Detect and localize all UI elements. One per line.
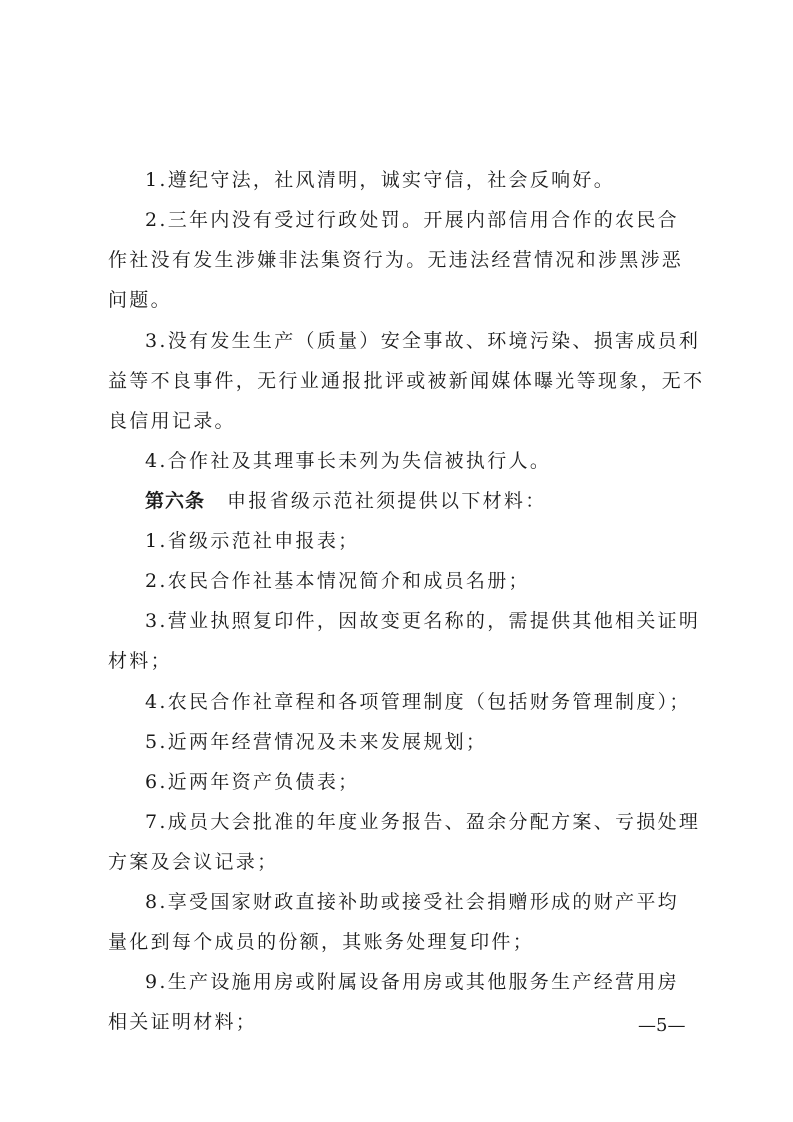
list-item: 8.享受国家财政直接补助或接受社会捐赠形成的财产平均 — [145, 891, 679, 913]
paragraph-line: 良信用记录。 — [108, 410, 236, 432]
list-item: 7.成员大会批准的年度业务报告、盈余分配方案、亏损处理 — [145, 811, 701, 833]
article-line — [145, 489, 725, 513]
list-item: 2.农民合作社基本情况简介和成员名册； — [145, 570, 530, 592]
paragraph-line: 益等不良事件，无行业通报批评或被新闻媒体曝光等现象，无不 — [108, 370, 705, 392]
list-item-continuation: 量化到每个成员的份额，其账务处理复印件； — [108, 931, 535, 953]
list-item: 9.生产设施用房或附属设备用房或其他服务生产经营用房 — [145, 971, 679, 993]
paragraph-line: 问题。 — [108, 289, 172, 311]
page-number: —5— — [638, 1015, 686, 1036]
list-item: 6.近两年资产负债表； — [145, 771, 360, 793]
paragraph-line: 1.遵纪守法，社风清明，诚实守信，社会反响好。 — [145, 169, 616, 191]
list-item-continuation: 方案及会议记录； — [108, 851, 279, 873]
article-text: 申报省级示范社须提供以下材料： — [227, 490, 547, 512]
paragraph-line: 3.没有发生生产（质量）安全事故、环境污染、损害成员利 — [145, 330, 701, 352]
list-item: 4.农民合作社章程和各项管理制度（包括财务管理制度）； — [145, 691, 691, 713]
list-item: 5.近两年经营情况及未来发展规划； — [145, 731, 488, 753]
list-item: 1.省级示范社申报表； — [145, 530, 360, 552]
paragraph-line: 作社没有发生涉嫌非法集资行为。无违法经营情况和涉黑涉恶 — [108, 249, 684, 271]
list-item: 3.营业执照复印件，因故变更名称的，需提供其他相关证明 — [145, 610, 701, 632]
article-heading: 第六条 — [145, 490, 206, 512]
paragraph-line: 4.合作社及其理事长未列为失信被执行人。 — [145, 450, 552, 472]
paragraph-line: 2.三年内没有受过行政处罚。开展内部信用合作的农民合 — [145, 209, 679, 231]
list-item-continuation: 材料； — [108, 650, 172, 672]
list-item-continuation: 相关证明材料； — [108, 1011, 258, 1033]
